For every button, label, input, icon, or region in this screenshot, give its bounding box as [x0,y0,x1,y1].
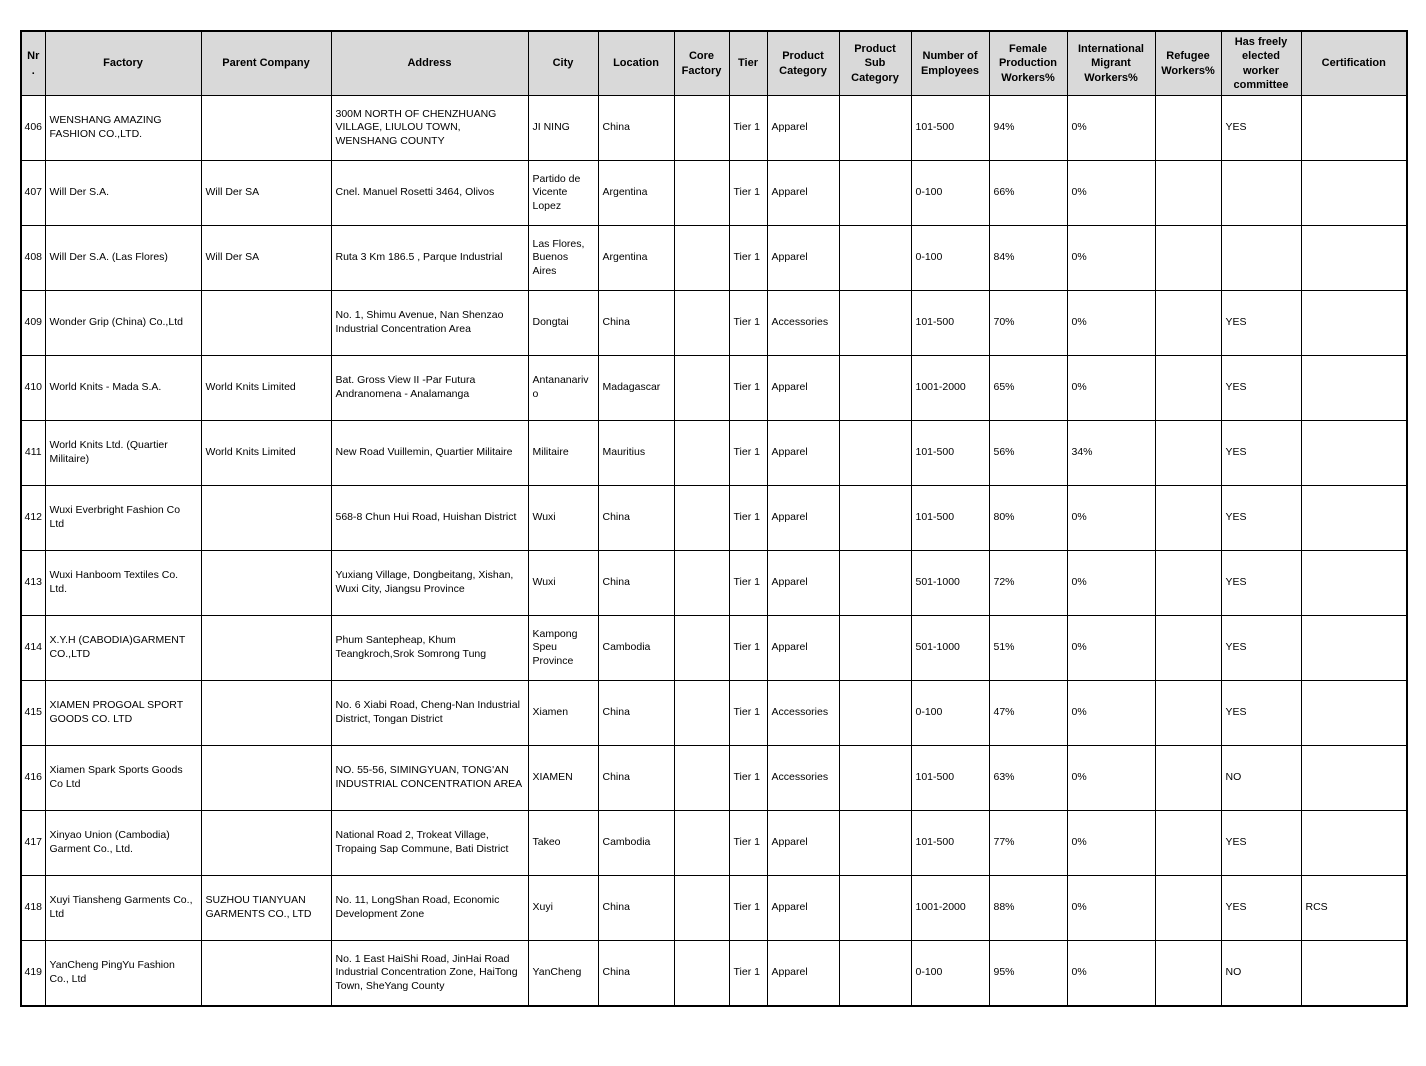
cell-parent_company [201,96,331,161]
cell-nr: 415 [21,681,45,746]
cell-location: China [598,746,674,811]
cell-international_migrant_workers: 0% [1067,291,1155,356]
cell-parent_company: SUZHOU TIANYUAN GARMENTS CO., LTD [201,876,331,941]
cell-factory: World Knits - Mada S.A. [45,356,201,421]
cell-certification [1301,941,1407,1007]
cell-product_category: Accessories [767,681,839,746]
cell-product_sub_category [839,486,911,551]
cell-has_freely_elected_worker_committee: YES [1221,551,1301,616]
cell-core_factory [674,161,729,226]
cell-product_sub_category [839,161,911,226]
cell-product_category: Apparel [767,876,839,941]
cell-address: 300M NORTH OF CHENZHUANG VILLAGE, LIULOU TOWN, WENSHANG COUNTY [331,96,528,161]
table-row [21,811,1407,876]
cell-product_sub_category [839,551,911,616]
table-row [21,616,1407,681]
cell-product_category: Apparel [767,226,839,291]
cell-product_category: Apparel [767,551,839,616]
cell-address: No. 6 Xiabi Road, Cheng-Nan Industrial District, Tongan District [331,681,528,746]
cell-nr: 407 [21,161,45,226]
cell-nr: 419 [21,941,45,1007]
cell-city: XIAMEN [528,746,598,811]
cell-parent_company [201,681,331,746]
cell-refugee_workers [1155,421,1221,486]
cell-nr: 408 [21,226,45,291]
cell-female_production_workers: 47% [989,681,1067,746]
cell-certification [1301,746,1407,811]
cell-city: Xuyi [528,876,598,941]
cell-factory: Wonder Grip (China) Co.,Ltd [45,291,201,356]
cell-parent_company: World Knits Limited [201,356,331,421]
cell-certification [1301,161,1407,226]
cell-location: Mauritius [598,421,674,486]
cell-has_freely_elected_worker_committee: YES [1221,811,1301,876]
cell-certification: RCS [1301,876,1407,941]
cell-product_sub_category [839,226,911,291]
cell-address: NO. 55-56, SIMINGYUAN, TONG'AN INDUSTRIAL CONCENTRATION AREA [331,746,528,811]
cell-number_of_employees: 101-500 [911,291,989,356]
cell-core_factory [674,551,729,616]
cell-tier: Tier 1 [729,356,767,421]
cell-certification [1301,811,1407,876]
cell-core_factory [674,356,729,421]
cell-location: Argentina [598,226,674,291]
cell-tier: Tier 1 [729,746,767,811]
table-header [21,31,1407,96]
cell-international_migrant_workers: 0% [1067,96,1155,161]
cell-address: No. 11, LongShan Road, Economic Development Zone [331,876,528,941]
cell-international_migrant_workers: 0% [1067,226,1155,291]
cell-factory: Will Der S.A. [45,161,201,226]
cell-location: Cambodia [598,616,674,681]
table-row [21,551,1407,616]
cell-refugee_workers [1155,616,1221,681]
cell-product_sub_category [839,681,911,746]
cell-nr: 417 [21,811,45,876]
column-header-product_category: Product Category [767,31,839,96]
cell-city: Las Flores, Buenos Aires [528,226,598,291]
column-header-location: Location [598,31,674,96]
cell-refugee_workers [1155,96,1221,161]
cell-international_migrant_workers: 34% [1067,421,1155,486]
cell-location: China [598,941,674,1007]
cell-certification [1301,421,1407,486]
cell-has_freely_elected_worker_committee [1221,161,1301,226]
cell-core_factory [674,616,729,681]
cell-tier: Tier 1 [729,96,767,161]
cell-female_production_workers: 66% [989,161,1067,226]
table-row [21,96,1407,161]
table-row [21,356,1407,421]
cell-refugee_workers [1155,486,1221,551]
cell-factory: Xiamen Spark Sports Goods Co Ltd [45,746,201,811]
cell-location: China [598,876,674,941]
cell-female_production_workers: 94% [989,96,1067,161]
column-header-female_production_workers: Female Production Workers% [989,31,1067,96]
cell-refugee_workers [1155,941,1221,1007]
cell-international_migrant_workers: 0% [1067,616,1155,681]
cell-product_category: Apparel [767,811,839,876]
cell-refugee_workers [1155,291,1221,356]
cell-factory: XIAMEN PROGOAL SPORT GOODS CO. LTD [45,681,201,746]
cell-tier: Tier 1 [729,681,767,746]
cell-number_of_employees: 101-500 [911,811,989,876]
cell-location: China [598,551,674,616]
cell-city: JI NING [528,96,598,161]
cell-nr: 406 [21,96,45,161]
cell-tier: Tier 1 [729,291,767,356]
table-body [21,96,1407,1007]
cell-parent_company [201,551,331,616]
column-header-number_of_employees: Number of Employees [911,31,989,96]
table-row [21,876,1407,941]
cell-product_sub_category [839,746,911,811]
cell-international_migrant_workers: 0% [1067,681,1155,746]
cell-core_factory [674,681,729,746]
cell-refugee_workers [1155,681,1221,746]
cell-female_production_workers: 77% [989,811,1067,876]
table-row [21,161,1407,226]
cell-product_category: Accessories [767,291,839,356]
cell-location: Cambodia [598,811,674,876]
cell-certification [1301,551,1407,616]
cell-international_migrant_workers: 0% [1067,941,1155,1007]
cell-tier: Tier 1 [729,876,767,941]
cell-location: China [598,486,674,551]
cell-has_freely_elected_worker_committee: YES [1221,421,1301,486]
cell-product_sub_category [839,811,911,876]
table-row [21,226,1407,291]
cell-city: Militaire [528,421,598,486]
cell-refugee_workers [1155,161,1221,226]
cell-factory: YanCheng PingYu Fashion Co., Ltd [45,941,201,1007]
cell-number_of_employees: 0-100 [911,941,989,1007]
cell-product_category: Apparel [767,941,839,1007]
cell-international_migrant_workers: 0% [1067,551,1155,616]
cell-city: Partido de Vicente Lopez [528,161,598,226]
cell-certification [1301,486,1407,551]
cell-core_factory [674,876,729,941]
column-header-nr: Nr. [21,31,45,96]
cell-parent_company [201,616,331,681]
cell-factory: Xuyi Tiansheng Garments Co., Ltd [45,876,201,941]
table-header-row [21,31,1407,96]
cell-number_of_employees: 501-1000 [911,551,989,616]
cell-core_factory [674,941,729,1007]
cell-female_production_workers: 72% [989,551,1067,616]
cell-product_sub_category [839,616,911,681]
table-row [21,941,1407,1007]
cell-core_factory [674,96,729,161]
cell-number_of_employees: 101-500 [911,746,989,811]
cell-female_production_workers: 51% [989,616,1067,681]
cell-has_freely_elected_worker_committee: NO [1221,746,1301,811]
cell-product_category: Apparel [767,96,839,161]
cell-certification [1301,226,1407,291]
cell-core_factory [674,746,729,811]
cell-factory: X.Y.H (CABODIA)GARMENT CO.,LTD [45,616,201,681]
cell-core_factory [674,811,729,876]
column-header-refugee_workers: Refugee Workers% [1155,31,1221,96]
cell-has_freely_elected_worker_committee: YES [1221,96,1301,161]
cell-location: China [598,291,674,356]
cell-address: National Road 2, Trokeat Village, Tropaing Sap Commune, Bati District [331,811,528,876]
cell-location: Madagascar [598,356,674,421]
cell-parent_company [201,941,331,1007]
cell-address: Bat. Gross View II -Par Futura Andranomena - Analamanga [331,356,528,421]
cell-has_freely_elected_worker_committee: NO [1221,941,1301,1007]
cell-city: Kampong Speu Province [528,616,598,681]
cell-nr: 418 [21,876,45,941]
cell-product_sub_category [839,356,911,421]
cell-product_category: Apparel [767,616,839,681]
cell-tier: Tier 1 [729,616,767,681]
cell-factory: Wuxi Everbright Fashion Co Ltd [45,486,201,551]
cell-female_production_workers: 65% [989,356,1067,421]
cell-female_production_workers: 56% [989,421,1067,486]
cell-factory: Wuxi Hanboom Textiles Co. Ltd. [45,551,201,616]
cell-location: China [598,681,674,746]
cell-nr: 409 [21,291,45,356]
cell-address: No. 1, Shimu Avenue, Nan Shenzao Industrial Concentration Area [331,291,528,356]
cell-city: YanCheng [528,941,598,1007]
cell-has_freely_elected_worker_committee: YES [1221,486,1301,551]
cell-core_factory [674,226,729,291]
cell-parent_company [201,811,331,876]
cell-female_production_workers: 63% [989,746,1067,811]
cell-product_category: Apparel [767,486,839,551]
cell-product_sub_category [839,941,911,1007]
cell-factory: Will Der S.A. (Las Flores) [45,226,201,291]
cell-refugee_workers [1155,226,1221,291]
cell-product_category: Apparel [767,356,839,421]
cell-parent_company [201,291,331,356]
column-header-tier: Tier [729,31,767,96]
cell-address: Yuxiang Village, Dongbeitang, Xishan, Wuxi City, Jiangsu Province [331,551,528,616]
cell-has_freely_elected_worker_committee: YES [1221,681,1301,746]
cell-nr: 416 [21,746,45,811]
column-header-factory: Factory [45,31,201,96]
cell-refugee_workers [1155,811,1221,876]
cell-number_of_employees: 0-100 [911,681,989,746]
cell-number_of_employees: 101-500 [911,486,989,551]
column-header-certification: Certification [1301,31,1407,96]
cell-city: Wuxi [528,551,598,616]
cell-international_migrant_workers: 0% [1067,486,1155,551]
cell-location: China [598,96,674,161]
cell-tier: Tier 1 [729,551,767,616]
cell-number_of_employees: 101-500 [911,421,989,486]
cell-core_factory [674,486,729,551]
table-row [21,486,1407,551]
cell-address: Phum Santepheap, Khum Teangkroch,Srok Somrong Tung [331,616,528,681]
cell-nr: 414 [21,616,45,681]
factory-table [20,30,1408,1007]
cell-has_freely_elected_worker_committee: YES [1221,616,1301,681]
cell-tier: Tier 1 [729,421,767,486]
cell-product_category: Accessories [767,746,839,811]
cell-city: Dongtai [528,291,598,356]
column-header-international_migrant_workers: International Migrant Workers% [1067,31,1155,96]
cell-refugee_workers [1155,356,1221,421]
cell-address: New Road Vuillemin, Quartier Militaire [331,421,528,486]
cell-female_production_workers: 95% [989,941,1067,1007]
cell-core_factory [674,421,729,486]
cell-product_sub_category [839,291,911,356]
cell-core_factory [674,291,729,356]
cell-certification [1301,291,1407,356]
cell-address: Cnel. Manuel Rosetti 3464, Olivos [331,161,528,226]
cell-factory: Xinyao Union (Cambodia) Garment Co., Ltd. [45,811,201,876]
cell-female_production_workers: 84% [989,226,1067,291]
cell-product_sub_category [839,96,911,161]
cell-factory: WENSHANG AMAZING FASHION CO.,LTD. [45,96,201,161]
cell-city: Wuxi [528,486,598,551]
cell-has_freely_elected_worker_committee [1221,226,1301,291]
cell-certification [1301,96,1407,161]
cell-product_category: Apparel [767,161,839,226]
column-header-parent_company: Parent Company [201,31,331,96]
cell-factory: World Knits Ltd. (Quartier Militaire) [45,421,201,486]
cell-number_of_employees: 1001-2000 [911,876,989,941]
cell-female_production_workers: 88% [989,876,1067,941]
cell-has_freely_elected_worker_committee: YES [1221,876,1301,941]
cell-number_of_employees: 101-500 [911,96,989,161]
cell-parent_company: Will Der SA [201,226,331,291]
cell-international_migrant_workers: 0% [1067,876,1155,941]
cell-certification [1301,356,1407,421]
cell-tier: Tier 1 [729,226,767,291]
cell-number_of_employees: 0-100 [911,161,989,226]
cell-parent_company [201,486,331,551]
column-header-product_sub_category: Product Sub Category [839,31,911,96]
cell-number_of_employees: 501-1000 [911,616,989,681]
cell-tier: Tier 1 [729,486,767,551]
cell-refugee_workers [1155,876,1221,941]
column-header-address: Address [331,31,528,96]
table-row [21,421,1407,486]
cell-tier: Tier 1 [729,941,767,1007]
cell-certification [1301,616,1407,681]
cell-city: Antananarivo [528,356,598,421]
factory-list-page [20,30,1406,1007]
cell-nr: 413 [21,551,45,616]
cell-has_freely_elected_worker_committee: YES [1221,291,1301,356]
cell-tier: Tier 1 [729,161,767,226]
cell-female_production_workers: 70% [989,291,1067,356]
cell-city: Xiamen [528,681,598,746]
cell-international_migrant_workers: 0% [1067,356,1155,421]
cell-nr: 412 [21,486,45,551]
table-row [21,291,1407,356]
cell-number_of_employees: 0-100 [911,226,989,291]
cell-location: Argentina [598,161,674,226]
column-header-core_factory: Core Factory [674,31,729,96]
cell-address: No. 1 East HaiShi Road, JinHai Road Industrial Concentration Zone, HaiTong Town, SheYang County [331,941,528,1007]
cell-female_production_workers: 80% [989,486,1067,551]
cell-international_migrant_workers: 0% [1067,746,1155,811]
cell-refugee_workers [1155,746,1221,811]
cell-parent_company [201,746,331,811]
cell-parent_company: Will Der SA [201,161,331,226]
cell-product_sub_category [839,421,911,486]
cell-international_migrant_workers: 0% [1067,811,1155,876]
column-header-has_freely_elected_worker_committee: Has freely elected worker committee [1221,31,1301,96]
cell-address: 568-8 Chun Hui Road, Huishan District [331,486,528,551]
cell-number_of_employees: 1001-2000 [911,356,989,421]
cell-address: Ruta 3 Km 186.5 , Parque Industrial [331,226,528,291]
cell-has_freely_elected_worker_committee: YES [1221,356,1301,421]
cell-international_migrant_workers: 0% [1067,161,1155,226]
cell-city: Takeo [528,811,598,876]
table-row [21,746,1407,811]
cell-nr: 411 [21,421,45,486]
cell-product_sub_category [839,876,911,941]
cell-refugee_workers [1155,551,1221,616]
cell-tier: Tier 1 [729,811,767,876]
cell-nr: 410 [21,356,45,421]
cell-certification [1301,681,1407,746]
table-row [21,681,1407,746]
cell-product_category: Apparel [767,421,839,486]
column-header-city: City [528,31,598,96]
cell-parent_company: World Knits Limited [201,421,331,486]
